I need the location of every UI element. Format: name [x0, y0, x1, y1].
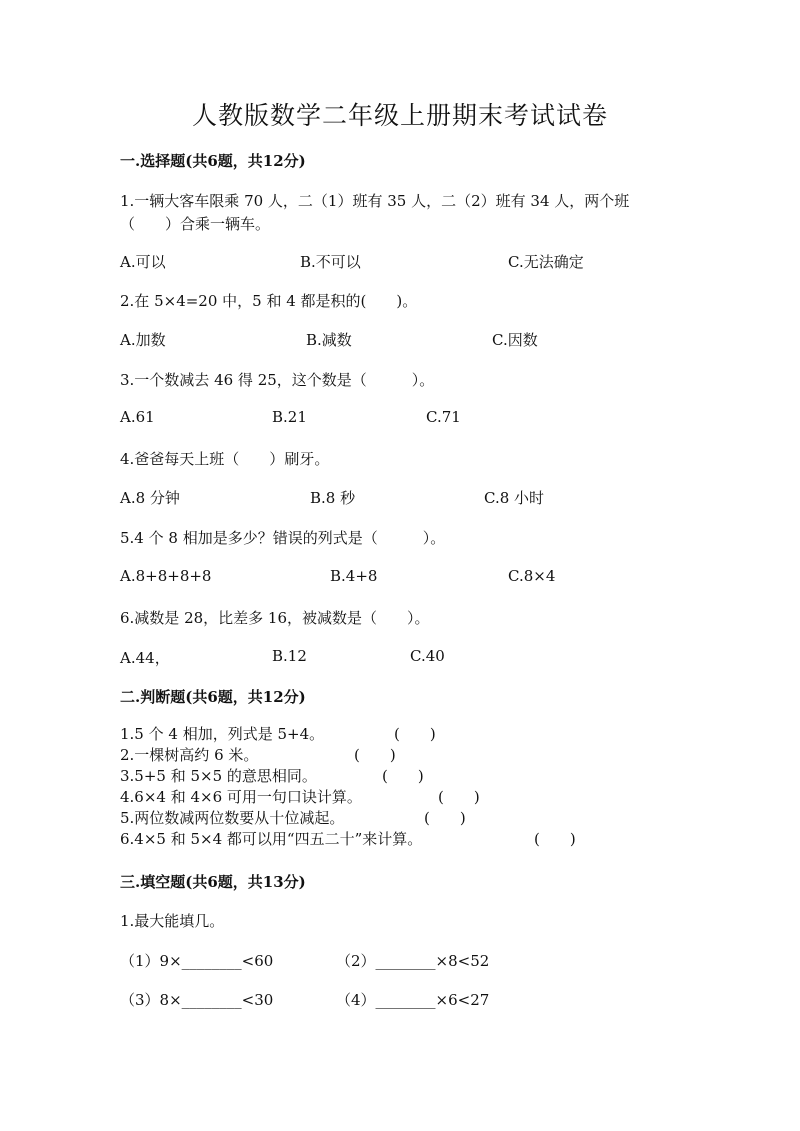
fill-item-1: （1）9×________<60: [120, 952, 274, 970]
question-6-option-c: C.40: [410, 647, 445, 665]
judgement-item-5-text: 5.两位数减两位数要从十位减起。: [120, 809, 345, 827]
question-3: 3.一个数减去 46 得 25，这个数是（ ）。: [120, 371, 435, 389]
judgement-item-4-blank[interactable]: ( ): [438, 788, 480, 806]
question-4: 4.爸爸每天上班（ ）刷牙。: [120, 450, 330, 468]
question-4-option-b: B.8 秒: [310, 489, 356, 507]
question-2-option-b: B.减数: [306, 331, 352, 349]
question-4-option-c: C.8 小时: [484, 489, 545, 507]
fill-question-1: 1.最大能填几。: [120, 912, 225, 930]
judgement-item-1-text: 1.5 个 4 相加，列式是 5+4。: [120, 725, 325, 743]
question-5-option-a: A.8+8+8+8: [120, 567, 212, 585]
judgement-item-2-blank[interactable]: ( ): [354, 746, 396, 764]
page-title: 人教版数学二年级上册期末考试试卷: [191, 101, 608, 130]
question-4-option-a: A.8 分钟: [120, 489, 180, 507]
question-2: 2.在 5×4=20 中，5 和 4 都是积的( )。: [120, 292, 418, 310]
judgement-item-6-blank[interactable]: ( ): [534, 830, 576, 848]
fill-item-3: （3）8×________<30: [120, 991, 274, 1009]
question-6-option-a: A.44，: [120, 649, 170, 667]
question-3-option-a: A.61: [120, 408, 155, 426]
judgement-item-6-text: 6.4×5 和 5×4 都可以用“四五二十”来计算。: [120, 830, 423, 848]
judgement-item-3-blank[interactable]: ( ): [382, 767, 424, 785]
question-5-option-b: B.4+8: [330, 567, 378, 585]
question-5-option-c: C.8×4: [508, 567, 556, 585]
section-heading-choice: 一.选择题(共6题，共12分): [120, 152, 306, 170]
judgement-item-5-blank[interactable]: ( ): [424, 809, 466, 827]
question-2-option-c: C.因数: [492, 331, 538, 349]
question-2-option-a: A.加数: [120, 331, 166, 349]
judgement-item-2-text: 2.一棵树高约 6 米。: [120, 746, 259, 764]
question-6: 6.减数是 28，比差多 16，被减数是（ ）。: [120, 609, 430, 627]
question-1-option-a: A.可以: [120, 253, 166, 271]
question-5: 5.4 个 8 相加是多少？错误的列式是（ ）。: [120, 529, 446, 547]
judgement-item-1-blank[interactable]: ( ): [394, 725, 436, 743]
question-1-line2: （ ）合乘一辆车。: [120, 215, 271, 233]
fill-item-2: （2）________×8<52: [336, 952, 490, 970]
question-1-line1: 1.一辆大客车限乘 70 人，二（1）班有 35 人，二（2）班有 34 人，两个班: [120, 192, 630, 210]
question-3-option-c: C.71: [426, 408, 461, 426]
section-heading-judgement: 二.判断题(共6题，共12分): [120, 688, 306, 706]
judgement-item-3-text: 3.5+5 和 5×5 的意思相同。: [120, 767, 317, 785]
fill-item-4: （4）________×6<27: [336, 991, 490, 1009]
question-1-option-b: B.不可以: [300, 253, 361, 271]
question-3-option-b: B.21: [272, 408, 307, 426]
question-1-option-c: C.无法确定: [508, 253, 584, 271]
judgement-item-4-text: 4.6×4 和 4×6 可用一句口诀计算。: [120, 788, 362, 806]
section-heading-fill-blank: 三.填空题(共6题，共13分): [120, 873, 306, 891]
question-6-option-b: B.12: [272, 647, 307, 665]
